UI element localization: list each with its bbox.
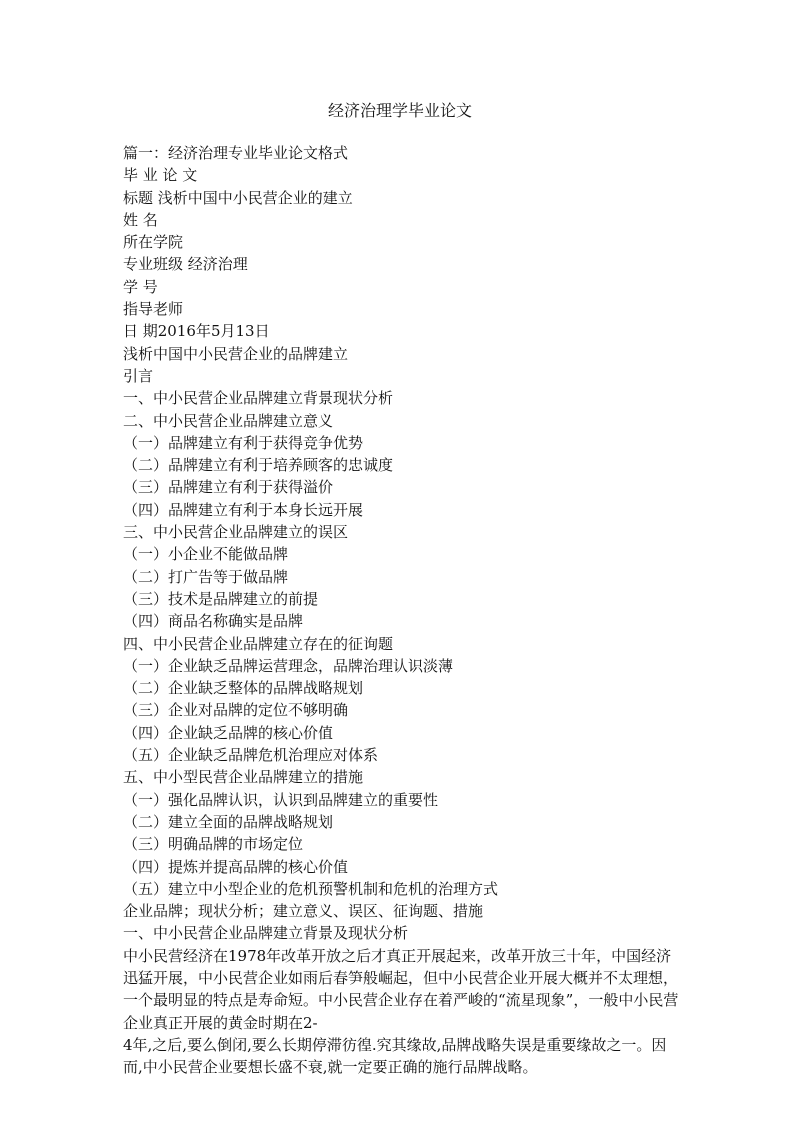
text-line: （一）强化品牌认识，认识到品牌建立的重要性 [123, 790, 439, 809]
body-paragraph: 4年,之后,要么倒闭,要么长期停滞彷徨.究其缘故,品牌战略失误是重要缘故之一。因而,中小民营企业要想长盛不衰,就一定要正确的施行品牌战略。 [123, 1035, 667, 1077]
text-line: （三）明确品牌的市场定位 [123, 835, 304, 854]
text-line: （五）建立中小型企业的危机预警机制和危机的治理方式 [123, 879, 499, 898]
text-line: 引言 [123, 366, 154, 385]
text-line: 四、中小民营企业品牌建立存在的征询题 [123, 634, 394, 653]
text-line: 所在学院 [123, 233, 184, 252]
text-line: （三）企业对品牌的定位不够明确 [123, 701, 349, 720]
text-line: 姓 名 [123, 210, 158, 229]
text-line: （四）企业缺乏品牌的核心价值 [123, 723, 334, 742]
text-line: （二）打广告等于做品牌 [123, 567, 289, 586]
document-title: 经济治理学毕业论文 [327, 101, 472, 120]
text-line: 三、中小民营企业品牌建立的误区 [123, 523, 349, 542]
text-line: 指导老师 [123, 300, 184, 319]
text-line: （一）品牌建立有利于获得竞争优势 [123, 433, 364, 452]
text-line: （二）建立全面的品牌战略规划 [123, 812, 334, 831]
text-line: （四）提炼并提高品牌的核心价值 [123, 857, 349, 876]
text-line: （三）品牌建立有利于获得溢价 [123, 478, 334, 497]
text-line: 毕 业 论 文 [123, 166, 198, 185]
text-line: （三）技术是品牌建立的前提 [123, 589, 319, 608]
text-line: 浅析中国中小民营企业的品牌建立 [123, 344, 349, 363]
text-line: 二、中小民营企业品牌建立意义 [123, 411, 334, 430]
text-line: （一）小企业不能做品牌 [123, 545, 289, 564]
text-line: 专业班级 经济治理 [123, 255, 248, 274]
section-heading: 一、中小民营企业品牌建立背景及现状分析 [123, 924, 409, 943]
keywords-line: 企业品牌；现状分析；建立意义、误区、征询题、措施 [123, 902, 484, 921]
text-line: 学 号 [123, 277, 158, 296]
document-body [123, 142, 683, 1078]
text-line: 日 期2016年5月13日 [123, 322, 270, 341]
text-line: （五）企业缺乏品牌危机治理应对体系 [123, 746, 379, 765]
text-line: 五、中小型民营企业品牌建立的措施 [123, 768, 364, 787]
text-line: （四）商品名称确实是品牌 [123, 612, 304, 631]
text-line: 一、中小民营企业品牌建立背景现状分析 [123, 389, 394, 408]
text-line: （四）品牌建立有利于本身长远开展 [123, 500, 364, 519]
text-line: 标题 浅析中国中小民营企业的建立 [123, 188, 353, 207]
body-paragraph: 中小民营经济在1978年改革开放之后才真正开展起来，改革开放三十年，中国经济迅猛开展，中小民营企业如雨后春笋般崛起，但中小民营企业开展大概并不太理想，一个最明显的特点是寿命短。中小民营企业存在着严峻的“流星现象”，一般中小民营企业真正开展的黄金时期在2- [123, 946, 679, 1032]
text-line: （二）品牌建立有利于培养顾客的忠诚度 [123, 456, 394, 475]
text-line: （二）企业缺乏整体的品牌战略规划 [123, 679, 364, 698]
text-line: （一）企业缺乏品牌运营理念，品牌治理认识淡薄 [123, 656, 454, 675]
text-line: 篇一：经济治理专业毕业论文格式 [123, 144, 349, 162]
